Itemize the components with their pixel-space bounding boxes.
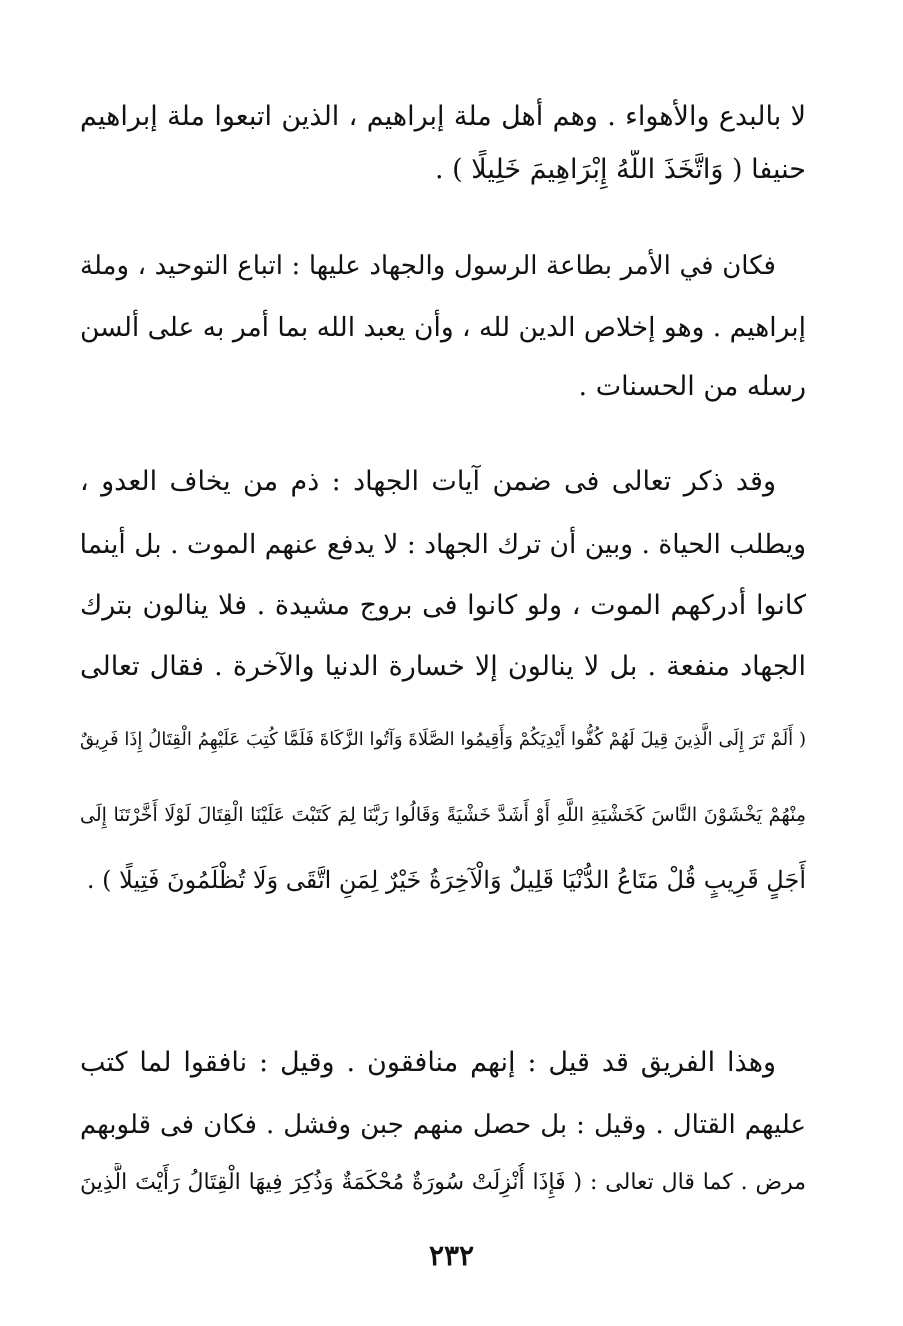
quran-verse-line: ( أَلَمْ تَرَ إِلَى الَّذِينَ قِيلَ لَهُمْ كُفُّوا أَيْدِيَكُمْ وَأَقِيمُوا الصَّلَاةَ وَآتُوا الزَّكَاةَ فَلَمَّا كُتِبَ عَلَيْهِمُ الْقِتَالُ إِذَا فَرِيقٌ: [80, 729, 806, 750]
text-line: وهذا الفريق قد قيل : إنهم منافقون . وقيل : نافقوا لما كتب: [80, 1047, 776, 1078]
text-line: مرض . كما قال تعالى : ( فَإِذَا أُنْزِلَتْ سُورَةٌ مُحْكَمَةٌ وَذُكِرَ فِيهَا الْقِتَالُ رَأَيْتَ الَّذِينَ: [80, 1170, 806, 1195]
text-line: حنيفا ( وَاتَّخَذَ اللَّهُ إِبْرَاهِيمَ خَلِيلًا ) .: [434, 154, 806, 185]
text-line: عليهم القتال . وقيل : بل حصل منهم جبن وفشل . فكان فى قلوبهم: [80, 1110, 806, 1140]
text-line: الجهاد منفعة . بل لا ينالون إلا خسارة الدنيا والآخرة . فقال تعالى: [80, 651, 806, 682]
text-line: فكان في الأمر بطاعة الرسول والجهاد عليها : اتباع التوحيد ، وملة: [80, 251, 776, 281]
page-number: ٢٣٢: [428, 1239, 475, 1272]
text-line: إبراهيم . وهو إخلاص الدين لله ، وأن يعبد الله بما أمر به على ألسن: [80, 312, 806, 343]
quran-verse-line: مِنْهُمْ يَخْشَوْنَ النَّاسَ كَخَشْيَةِ اللَّهِ أَوْ أَشَدَّ خَشْيَةً وَقَالُوا رَبَّنَا لِمَ كَتَبْتَ عَلَيْنَا الْقِتَالَ لَوْلَا أَخَّرْتَنَا إِلَى: [80, 804, 806, 826]
text-line: ويطلب الحياة . وبين أن ترك الجهاد : لا يدفع عنهم الموت . بل أينما: [80, 529, 806, 560]
text-line: رسله من الحسنات .: [578, 371, 806, 402]
text-line: لا بالبدع والأهواء . وهم أهل ملة إبراهيم ، الذين اتبعوا ملة إبراهيم: [80, 101, 806, 132]
quran-verse-line: أَجَلٍ قَرِيبٍ قُلْ مَتَاعُ الدُّنْيَا قَلِيلٌ وَالْآخِرَةُ خَيْرٌ لِمَنِ اتَّقَى وَلَا تُظْلَمُونَ فَتِيلًا ) .: [86, 866, 806, 894]
text-line: كانوا أدركهم الموت ، ولو كانوا فى بروج مشيدة . فلا ينالون بترك: [80, 590, 806, 621]
text-line: وقد ذكر تعالى فى ضمن آيات الجهاد : ذم من يخاف العدو ،: [80, 466, 776, 497]
